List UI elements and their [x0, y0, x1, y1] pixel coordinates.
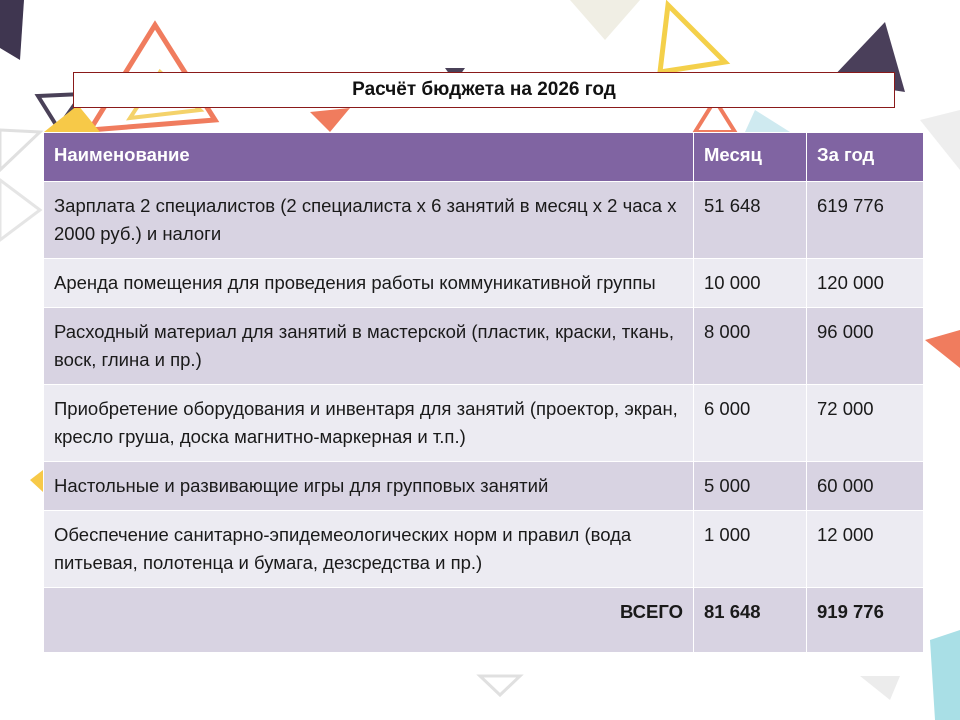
row-name: Расходный материал для занятий в мастерской (пластик, краски, ткань, воск, глина и пр.)	[44, 308, 694, 385]
row-month: 51 648	[694, 182, 807, 259]
row-month: 8 000	[694, 308, 807, 385]
triangle-decoration	[660, 5, 725, 72]
row-month: 5 000	[694, 462, 807, 511]
total-year: 919 776	[807, 588, 924, 653]
page-title: Расчёт бюджета на 2026 год	[73, 72, 895, 108]
row-name: Аренда помещения для проведения работы коммуникативной группы	[44, 259, 694, 308]
triangle-decoration	[925, 330, 960, 368]
row-year: 12 000	[807, 511, 924, 588]
row-month: 6 000	[694, 385, 807, 462]
row-name: Приобретение оборудования и инвентаря для занятий (проектор, экран, кресло груша, доска магнитно-маркерная и т.п.)	[44, 385, 694, 462]
triangle-decoration	[480, 676, 520, 695]
triangle-decoration	[570, 0, 640, 40]
row-year: 120 000	[807, 259, 924, 308]
row-name: Обеспечение санитарно-эпидемеологических норм и правил (вода питьевая, полотенца и бумага, дезсредства и пр.)	[44, 511, 694, 588]
table-row	[44, 462, 924, 511]
triangle-decoration	[860, 676, 900, 700]
row-year: 72 000	[807, 385, 924, 462]
table-header-row	[44, 133, 924, 182]
total-month: 81 648	[694, 588, 807, 653]
column-header-name: Наименование	[44, 133, 694, 182]
table-row	[44, 182, 924, 259]
triangle-decoration	[920, 110, 960, 170]
row-year: 619 776	[807, 182, 924, 259]
triangle-decoration	[0, 130, 40, 170]
triangle-decoration	[745, 110, 790, 132]
row-name: Настольные и развивающие игры для групповых занятий	[44, 462, 694, 511]
row-year: 60 000	[807, 462, 924, 511]
row-month: 10 000	[694, 259, 807, 308]
table-row	[44, 385, 924, 462]
row-name: Зарплата 2 специалистов (2 специалиста х 6 занятий в месяц х 2 часа х 2000 руб.) и налоги	[44, 182, 694, 259]
budget-table	[43, 132, 924, 653]
table-row	[44, 308, 924, 385]
total-label: ВСЕГО	[44, 588, 694, 653]
table-row	[44, 259, 924, 308]
column-header-month: Месяц	[694, 133, 807, 182]
triangle-decoration	[0, 0, 24, 60]
triangle-decoration	[30, 470, 43, 492]
row-month: 1 000	[694, 511, 807, 588]
triangle-decoration	[0, 180, 40, 240]
row-year: 96 000	[807, 308, 924, 385]
triangle-decoration	[310, 108, 350, 132]
table-row	[44, 511, 924, 588]
column-header-year: За год	[807, 133, 924, 182]
total-row	[44, 588, 924, 653]
triangle-decoration	[930, 630, 960, 720]
